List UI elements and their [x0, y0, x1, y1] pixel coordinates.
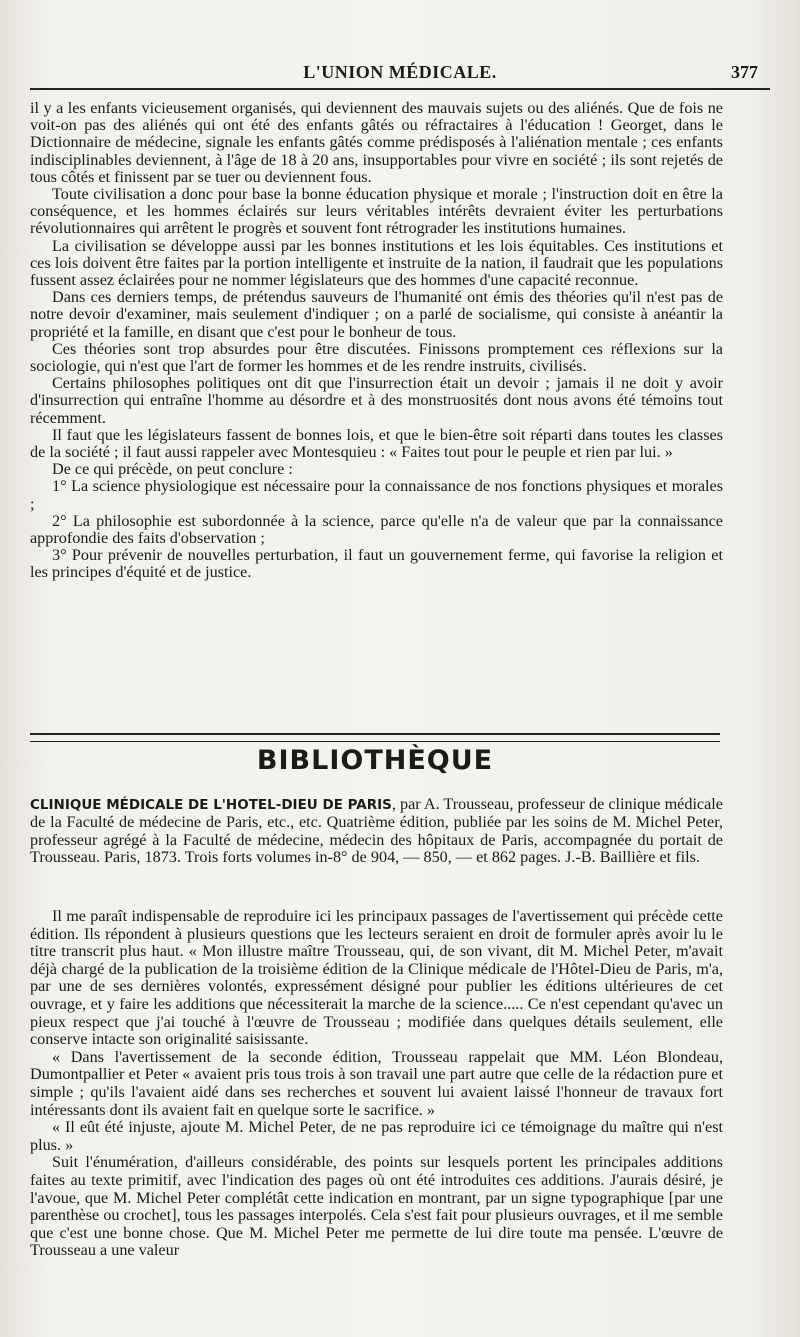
- paragraph: 1° La science physiologique est nécessaire pour la connaissance de nos fonctions physiques et morales ;: [30, 477, 723, 513]
- review-entry: [30, 796, 723, 867]
- running-title: L'UNION MÉDICALE.: [303, 62, 497, 82]
- paragraph: De ce qui précède, on peut conclure :: [52, 460, 293, 479]
- review-entry-details: , par A. Trousseau, professeur de clinique médicale de la Faculté de médecine de Paris, etc., etc. Quatrième édition, publiée par les soins de M. Michel Peter, professeur agrégé à la Faculté de médecine, médecin des hôpitaux de Paris, accompagnée du portait de Trousseau. Paris, 1873. Trois forts volumes in-8° de 904, — 850, — et 862 pages. J.-B. Baillière et fils.: [30, 795, 723, 867]
- paragraph: « Dans l'avertissement de la seconde édition, Trousseau rappelait que MM. Léon Blondeau, Dumontpallier et Peter « avaient pris tous trois à son travail une part autre que celle de la rédaction pure et simple ; qu'ils l'avaient aidé dans ses recherches et souvent lui avaient laissé l'honneur de travaux fort intéressants dont ils avaient fait en quelque sorte le sacrifice. »: [30, 1047, 723, 1119]
- paragraph: Ces théories sont trop absurdes pour être discutées. Finissons promptement ces réflexions sur la sociologie, qui n'est que l'art de former les hommes et de les rendre instruits, civilisés.: [30, 339, 723, 376]
- header-rule: [30, 88, 770, 90]
- main-text: [30, 100, 723, 582]
- paragraph: il y a les enfants vicieusement organisés, qui deviennent des mauvais sujets ou des aliénés. Que de fois ne voit-on pas des aliénés qui ont été des enfants gâtés ou réfractaires à l'éducation ! Georget, dans le Dictionnaire de médecine, signale les enfants gâtés comme prédisposés à l'aliénation mentale ; ces enfants indisciplinables deviennent, à l'âge de 18 à 20 ans, insupportables pour vivre en société ; ils sont rejetés de tous côtés et finissent par se tuer ou deviennent fous.: [30, 99, 723, 186]
- review-book-title: CLINIQUE MÉDICALE DE L'HOTEL-DIEU DE PARIS: [30, 797, 392, 813]
- paragraph: 2° La philosophie est subordonnée à la science, parce qu'elle n'a de valeur que par la connaissance approfondie des faits d'observation ;: [30, 511, 723, 548]
- section-title: BIBLIOTHÈQUE: [256, 745, 494, 776]
- paragraph: Il faut que les législateurs fassent de bonnes lois, et que le bien-être soit réparti dans toutes les classes de la société ; il faut aussi rappeler avec Montesquieu : « Faites tout pour le peuple et rien par lui. »: [30, 425, 723, 462]
- paragraph: Certains philosophes politiques ont dit que l'insurrection était un devoir ; jamais il ne doit y avoir d'insurrection qui entraîne l'homme au désordre et à des monstruosités dont nous avons été témoins tout récemment.: [30, 374, 723, 427]
- paragraph: Toute civilisation a donc pour base la bonne éducation physique et morale ; l'instruction doit en être la conséquence, et les hommes éclairés sur leurs véritables intérêts devraient éviter les perturbations révolutionnaires qui arrêtent le progrès et souvent font rétrograder les institutions humaines.: [30, 185, 723, 238]
- paragraph: Suit l'énumération, d'ailleurs considérable, des points sur lesquels portent les principales additions faites au texte primitif, avec l'indication des pages où ont été introduites ces additions. J'aurais désiré, je l'avoue, que M. Michel Peter complétât cette indication en montrant, par un signe typographique [par une parenthèse ou crochet], tous les passages interpolés. Cela s'est fait pour plusieurs ouvrages, et il me semble que c'est une bonne chose. Que M. Michel Peter me permette de lui dire toute ma pensée. L'œuvre de Trousseau a une valeur: [30, 1153, 723, 1260]
- page-header: [30, 58, 770, 88]
- paragraph: 3° Pour prévenir de nouvelles perturbation, il faut un gouvernement ferme, qui favorise la religion et les principes d'équité et de justice.: [30, 546, 723, 582]
- review-text: [30, 908, 723, 1260]
- page-number: 377: [731, 62, 758, 82]
- section-divider: [30, 733, 720, 742]
- paragraph: Dans ces derniers temps, de prétendus sauveurs de l'humanité ont émis des théories qu'il n'est pas de notre devoir d'examiner, mais seulement d'indiquer ; on a parlé de socialisme, qui consiste à anéantir la propriété et la famille, en disant que c'est pour le bonheur de tous.: [30, 288, 723, 341]
- paragraph: La civilisation se développe aussi par les bonnes institutions et les lois équitables. Ces institutions et ces lois doivent être faites par la portion intelligente et instruite de la nation, il faudrait que les populations fussent assez éclairées pour ne nommer législateurs que des hommes d'une capacité reconnue.: [30, 236, 723, 290]
- paragraph: Il me paraît indispensable de reproduire ici les principaux passages de l'avertissement qui précède cette édition. Ils répondent à plusieurs questions que les lecteurs seraient en droit de formuler après avoir lu le titre transcrit plus haut. « Mon illustre maître Trousseau, qui, de son vivant, dit M. Michel Peter, m'avait déjà chargé de la publication de la troisième édition de la Clinique médicale de l'Hôtel-Dieu de Paris, m'a, par une de ses dernières volontés, expressément désigné pour publier les éditions ultérieures de cet ouvrage, et y faire les additions que nécessiterait la marche de la science..... Ce n'est cependant qu'avec un pieux respect que j'ai touché à l'œuvre de Trousseau ; modifiée dans quelques détails seulement, elle conserve intacte son originalité saisissante.: [30, 907, 723, 1049]
- paragraph: « Il eût été injuste, ajoute M. Michel Peter, de ne pas reproduire ici ce témoignage du maître qui n'est plus. »: [30, 1118, 723, 1154]
